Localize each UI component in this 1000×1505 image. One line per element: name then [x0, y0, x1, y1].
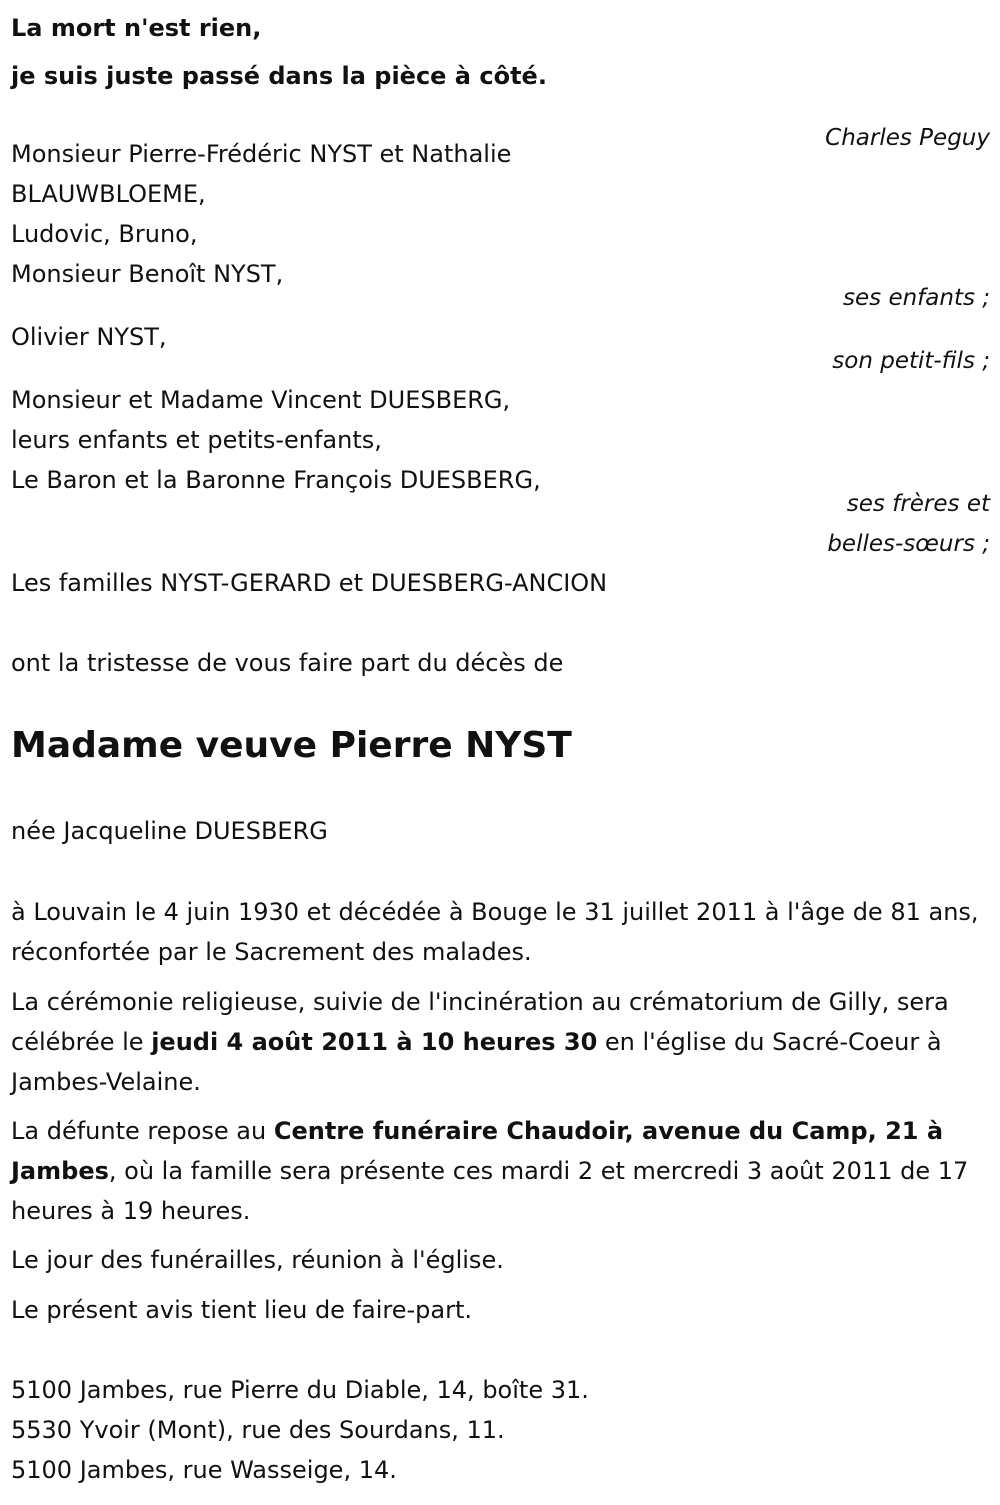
siblings-line-1: Monsieur et Madame Vincent DUESBERG,	[11, 386, 511, 414]
address-line-3: 5100 Jambes, rue Wasseige, 14.	[11, 1456, 397, 1484]
funeral-day-line: Le jour des funérailles, réunion à l'église.	[11, 1246, 504, 1274]
notice-line: Le présent avis tient lieu de faire-part.	[11, 1296, 473, 1324]
grandson-list	[11, 317, 167, 357]
children-relation: ses enfants ;	[843, 285, 990, 311]
quote-author: Charles Peguy	[825, 125, 990, 151]
children-line-3: Ludovic, Bruno,	[11, 220, 198, 248]
children-line-2: BLAUWBLOEME,	[11, 180, 206, 208]
ceremony-text-pre: La cérémonie religieuse, suivie de l'incinération au crématorium de Gilly, sera célébrée le	[11, 988, 949, 1056]
grandson-relation: son petit-fils ;	[832, 348, 990, 374]
children-line-4: Monsieur Benoît NYST,	[11, 260, 284, 288]
rest-text-pre: La défunte repose au	[11, 1117, 274, 1145]
birth-death-paragraph: à Louvain le 4 juin 1930 et décédée à Bouge le 31 juillet 2011 à l'âge de 81 ans, réconfortée par le Sacrement des malades.	[11, 898, 979, 966]
siblings-line-2: leurs enfants et petits-enfants,	[11, 426, 382, 454]
rest-paragraph	[11, 1111, 986, 1231]
quote	[11, 4, 547, 100]
children-list	[11, 134, 511, 294]
siblings-relation-line-2: belles-sœurs ;	[827, 531, 990, 557]
ceremony-text-post: en l'église du Sacré-Coeur à Jambes-Velaine.	[11, 1028, 942, 1096]
siblings-relation-line-1: ses frères et	[846, 491, 990, 517]
grandson-line-1: Olivier NYST,	[11, 323, 167, 351]
announcement-line: ont la tristesse de vous faire part du décès de	[11, 649, 564, 677]
families-line: Les familles NYST-GERARD et DUESBERG-ANCION	[11, 569, 608, 597]
siblings-list	[11, 380, 541, 500]
quote-line-1: La mort n'est rien,	[11, 14, 262, 42]
born-name: née Jacqueline DUESBERG	[11, 817, 328, 845]
children-line-1: Monsieur Pierre-Frédéric NYST et Nathalie	[11, 140, 512, 168]
rest-text-post: , où la famille sera présente ces mardi 2 et mercredi 3 août 2011 de 17 heures à 19 heures.	[11, 1157, 969, 1225]
ceremony-date: jeudi 4 août 2011 à 10 heures 30	[151, 1028, 598, 1056]
rest-place: Centre funéraire Chaudoir, avenue du Camp, 21 à Jambes	[11, 1117, 944, 1185]
address-line-2: 5530 Yvoir (Mont), rue des Sourdans, 11.	[11, 1416, 505, 1444]
ceremony-paragraph	[11, 982, 986, 1102]
siblings-line-3: Le Baron et la Baronne François DUESBERG,	[11, 466, 541, 494]
deceased-name: Madame veuve Pierre NYST	[11, 725, 572, 766]
quote-line-2: je suis juste passé dans la pièce à côté.	[11, 62, 547, 90]
address-line-1: 5100 Jambes, rue Pierre du Diable, 14, boîte 31.	[11, 1376, 589, 1404]
siblings-relation	[827, 484, 990, 564]
addresses-list	[11, 1370, 589, 1490]
